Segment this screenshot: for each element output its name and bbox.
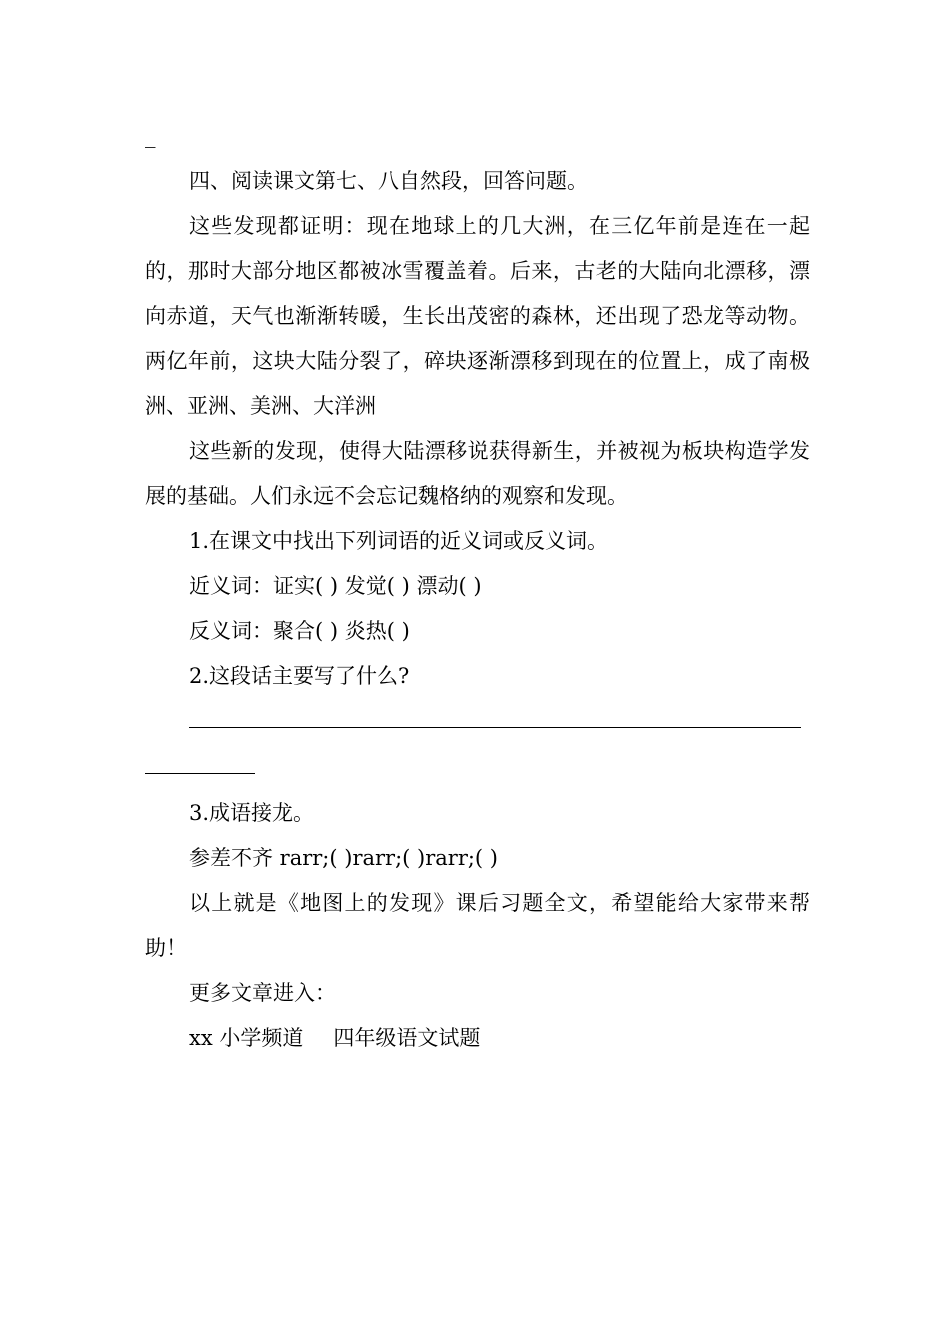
passage-paragraph-2: 这些新的发现，使得大陆漂移说获得新生，并被视为板块构造学发展的基础。人们永远不会忘记魏格纳的观察和发现。	[145, 439, 810, 508]
related-links	[145, 1016, 810, 1061]
synonyms-line: 近义词：证实( ) 发觉( ) 漂动( )	[189, 574, 482, 598]
question-3: 3.成语接龙。	[189, 801, 315, 825]
more-articles-label: 更多文章进入：	[189, 981, 336, 1005]
answer-blank-line-continued	[145, 745, 810, 791]
answer-underline-short	[145, 773, 255, 774]
stray-underscore: _	[145, 124, 156, 148]
answer-blank-line	[145, 699, 810, 745]
closing-paragraph: 以上就是《地图上的发现》课后习题全文，希望能给大家带来帮助！	[145, 891, 810, 960]
section-heading: 四、阅读课文第七、八自然段，回答问题。	[189, 169, 588, 193]
document-content	[145, 114, 810, 1061]
link-primary-school-channel[interactable]: xx 小学频道	[189, 1026, 304, 1050]
answer-underline	[189, 727, 801, 728]
link-grade-four-chinese-tests[interactable]: 四年级语文试题	[333, 1026, 481, 1050]
idiom-chain-line: 参差不齐 rarr;( )rarr;( )rarr;( )	[189, 846, 498, 870]
passage-paragraph-1: 这些发现都证明：现在地球上的几大洲，在三亿年前是连在一起的，那时大部分地区都被冰雪覆盖着。后来，古老的大陆向北漂移，漂向赤道，天气也渐渐转暖，生长出茂密的森林，还出现了恐龙等动物。两亿年前，这块大陆分裂了，碎块逐渐漂移到现在的位置上，成了南极洲、亚洲、美洲、大洋洲	[145, 214, 810, 418]
question-2: 2.这段话主要写了什么?	[189, 664, 410, 688]
antonyms-line: 反义词：聚合( ) 炎热( )	[189, 619, 410, 643]
question-1: 1.在课文中找出下列词语的近义词或反义词。	[189, 529, 609, 553]
